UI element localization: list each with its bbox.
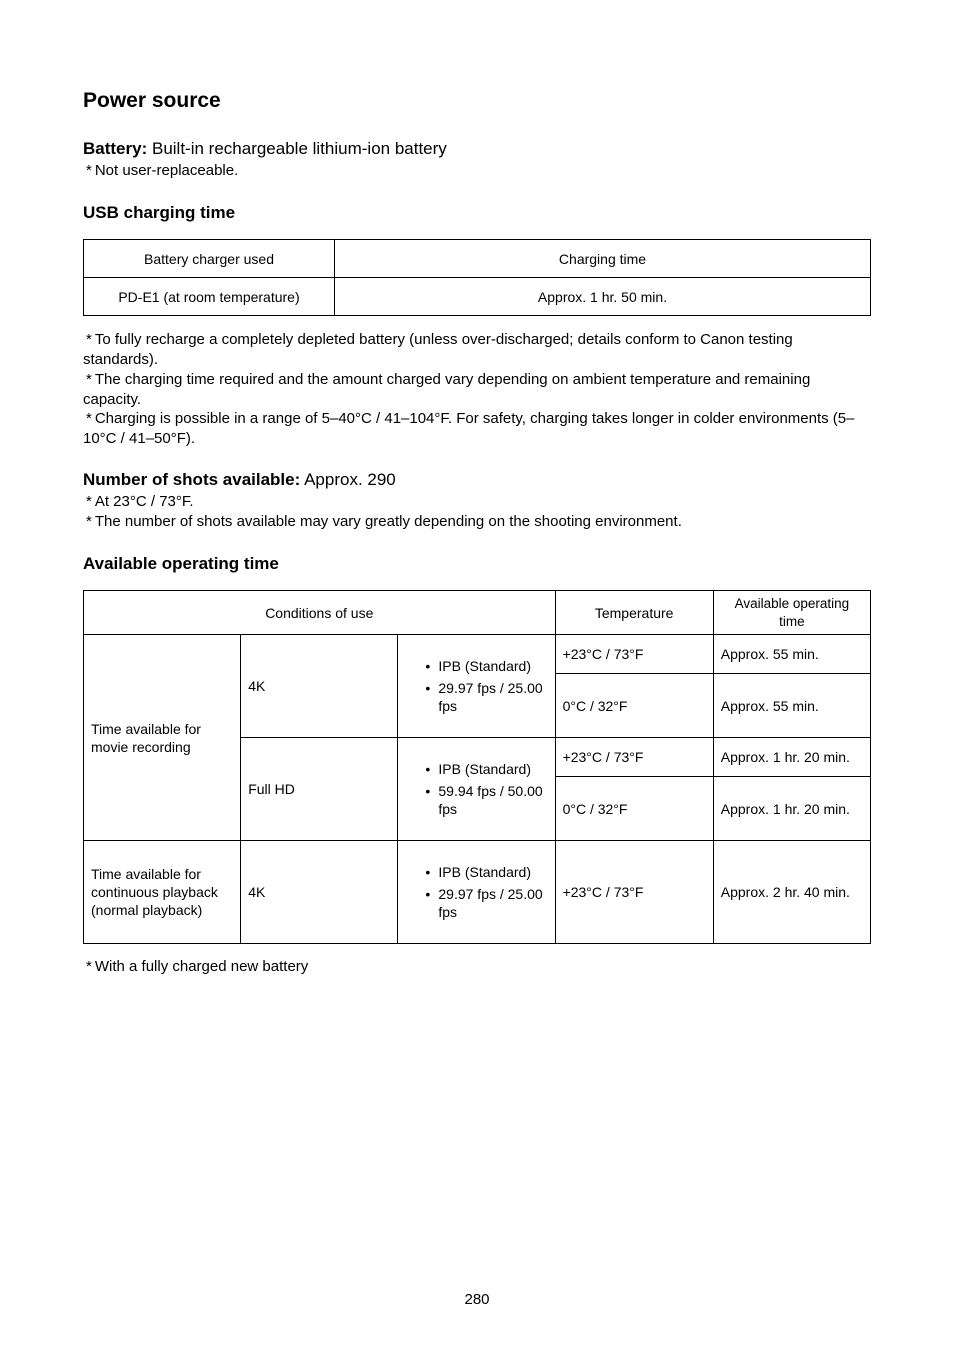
optime-heading: Available operating time bbox=[83, 554, 279, 573]
operating-time-table bbox=[83, 590, 871, 944]
usb-heading: USB charging time bbox=[83, 203, 236, 222]
time-cell: Approx. 1 hr. 20 min. bbox=[713, 777, 870, 841]
settings-cell bbox=[398, 738, 555, 841]
table-row bbox=[84, 278, 871, 316]
temperature-cell: 0°C / 32°F bbox=[555, 674, 713, 738]
list-item: • 29.97 fps / 25.00 fps bbox=[418, 885, 547, 921]
resolution-cell: 4K bbox=[241, 841, 398, 944]
condition-cell: Time available for continuous playback (normal playback) bbox=[84, 841, 241, 944]
table-cell: PD-E1 (at room temperature) bbox=[84, 278, 335, 316]
resolution-cell: Full HD bbox=[241, 738, 398, 841]
table-header-row bbox=[84, 240, 871, 278]
list-item: • 29.97 fps / 25.00 fps bbox=[418, 679, 547, 715]
shots-note: * The number of shots available may vary greatly depending on the shooting environment. bbox=[86, 513, 682, 530]
resolution-cell: 4K bbox=[241, 635, 398, 738]
page-title: Power source bbox=[83, 89, 221, 112]
header-cell: Charging time bbox=[335, 240, 871, 278]
usb-note: * To fully recharge a completely depleted battery (unless over-discharged; details conform to Canon testing standards). bbox=[83, 331, 793, 368]
temperature-cell: 0°C / 32°F bbox=[555, 777, 713, 841]
header-cell: Battery charger used bbox=[84, 240, 335, 278]
note-marker: * bbox=[86, 371, 92, 388]
settings-list bbox=[405, 760, 547, 818]
note-marker: * bbox=[86, 331, 92, 348]
table-header-row bbox=[84, 591, 871, 635]
time-cell: Approx. 2 hr. 40 min. bbox=[713, 841, 870, 944]
usb-note: * Charging is possible in a range of 5–40°C / 41–104°F. For safety, charging takes longer in colder environments (5–10°C / 41–50°F). bbox=[83, 410, 855, 447]
battery-label: Battery: bbox=[83, 139, 148, 158]
list-item: • IPB (Standard) bbox=[418, 760, 547, 778]
header-cell: Temperature bbox=[555, 591, 713, 635]
table-cell: Approx. 1 hr. 50 min. bbox=[335, 278, 871, 316]
condition-cell: Time available for movie recording bbox=[84, 635, 241, 841]
usb-note: * The charging time required and the amount charged vary depending on ambient temperature and remaining capacity. bbox=[83, 371, 811, 408]
shots-note: * At 23°C / 73°F. bbox=[86, 493, 194, 510]
settings-cell bbox=[398, 635, 555, 738]
header-cell: Available operating time bbox=[713, 591, 870, 635]
battery-note: * Not user-replaceable. bbox=[86, 162, 239, 179]
note-marker: * bbox=[86, 162, 92, 179]
time-cell: Approx. 55 min. bbox=[713, 635, 870, 674]
shots-label: Number of shots available: bbox=[83, 470, 301, 489]
usb-charging-table bbox=[83, 239, 871, 316]
header-cell: Conditions of use bbox=[84, 591, 556, 635]
temperature-cell: +23°C / 73°F bbox=[555, 841, 713, 944]
settings-list bbox=[405, 657, 547, 715]
list-item: • IPB (Standard) bbox=[418, 863, 547, 881]
note-marker: * bbox=[86, 493, 92, 510]
battery-value: Built-in rechargeable lithium-ion battery bbox=[151, 139, 447, 158]
shots-value: Approx. 290 bbox=[304, 470, 396, 489]
temperature-cell: +23°C / 73°F bbox=[555, 738, 713, 777]
settings-cell bbox=[398, 841, 555, 944]
note-marker: * bbox=[86, 410, 92, 427]
table-row bbox=[84, 635, 871, 674]
table-row bbox=[84, 841, 871, 944]
shots-line bbox=[83, 469, 396, 491]
settings-list bbox=[405, 863, 547, 921]
list-item: • IPB (Standard) bbox=[418, 657, 547, 675]
note-marker: * bbox=[86, 513, 92, 530]
battery-line bbox=[83, 138, 447, 160]
optime-footnote: * With a fully charged new battery bbox=[86, 958, 309, 975]
temperature-cell: +23°C / 73°F bbox=[555, 635, 713, 674]
note-marker: * bbox=[86, 958, 92, 975]
time-cell: Approx. 1 hr. 20 min. bbox=[713, 738, 870, 777]
page-number: 280 bbox=[464, 1291, 490, 1308]
list-item: • 59.94 fps / 50.00 fps bbox=[418, 782, 547, 818]
time-cell: Approx. 55 min. bbox=[713, 674, 870, 738]
